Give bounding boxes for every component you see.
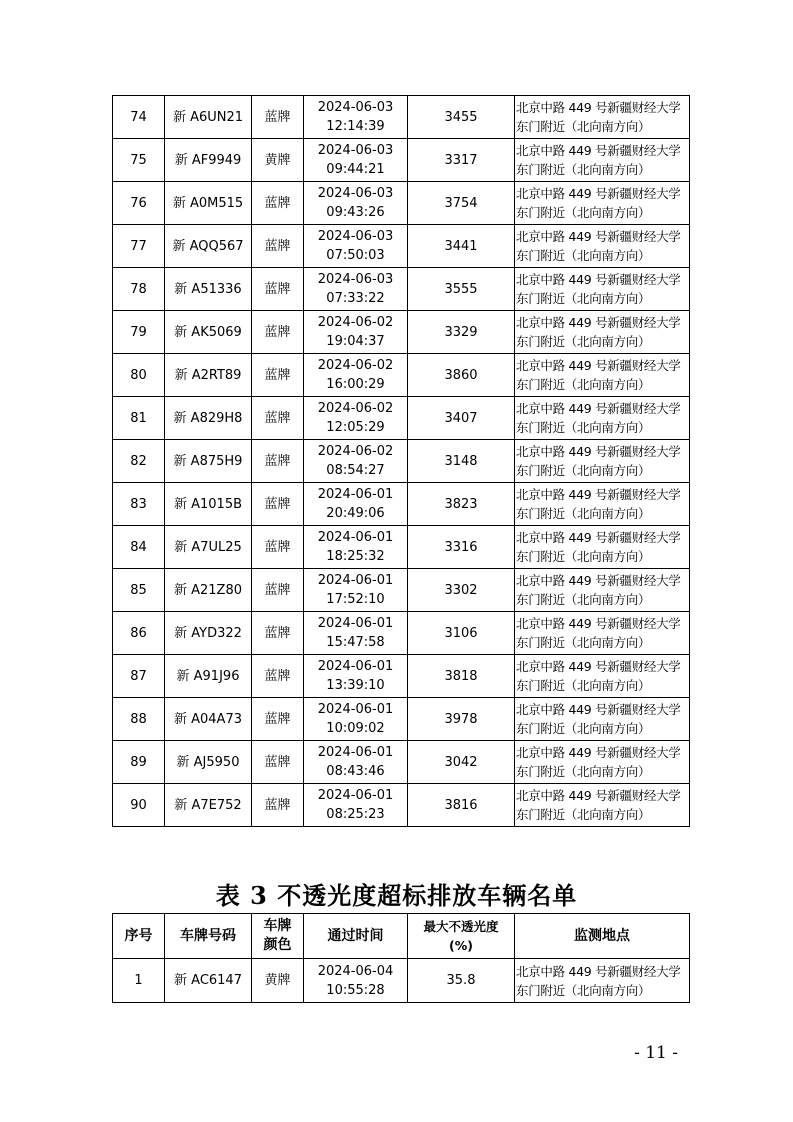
cell-pass-date: 2024-06-03 (317, 272, 394, 287)
cell-plate-color: 蓝牌 (252, 526, 304, 569)
cell-serial-number: 83 (113, 483, 165, 526)
cell-monitoring-location (515, 959, 690, 1003)
cell-pass-time (304, 397, 408, 440)
cell-pass-time (304, 139, 408, 182)
cell-measured-value: 3302 (408, 569, 515, 612)
cell-pass-clock: 07:50:03 (326, 248, 385, 263)
cell-monitoring-location (515, 526, 690, 569)
header-max-opacity (408, 914, 515, 959)
cell-location-line1: 北京中路 449 号新疆财经大学 (516, 487, 681, 502)
cell-pass-time (304, 96, 408, 139)
cell-location-line1: 北京中路 449 号新疆财经大学 (516, 530, 681, 545)
cell-pass-time (304, 569, 408, 612)
cell-plate-color: 蓝牌 (252, 741, 304, 784)
header-max-opacity-line2: (%) (449, 938, 473, 953)
cell-serial-number: 74 (113, 96, 165, 139)
table-row (113, 526, 690, 569)
cell-plate-number: 新 AF9949 (165, 139, 252, 182)
table-row (113, 698, 690, 741)
cell-location-line1: 北京中路 449 号新疆财经大学 (516, 702, 681, 717)
cell-measured-value: 3316 (408, 526, 515, 569)
cell-location-line2: 东门附近（北向南方向） (516, 377, 651, 392)
cell-serial-number: 77 (113, 225, 165, 268)
cell-location-line1: 北京中路 449 号新疆财经大学 (516, 659, 681, 674)
cell-measured-value: 3823 (408, 483, 515, 526)
cell-plate-color: 蓝牌 (252, 182, 304, 225)
emissions-table-continued (112, 95, 690, 827)
table-row (113, 268, 690, 311)
cell-plate-color: 蓝牌 (252, 569, 304, 612)
cell-pass-clock: 13:39:10 (326, 678, 385, 693)
page-number: - 11 - (634, 1043, 678, 1063)
cell-serial-number: 76 (113, 182, 165, 225)
cell-monitoring-location (515, 440, 690, 483)
cell-location-line1: 北京中路 449 号新疆财经大学 (516, 143, 681, 158)
header-plate-color-line2: 颜色 (263, 937, 292, 953)
cell-pass-clock: 08:43:46 (326, 764, 385, 779)
cell-pass-clock: 18:25:32 (326, 549, 385, 564)
cell-pass-date: 2024-06-02 (317, 358, 394, 373)
cell-pass-clock: 08:54:27 (326, 463, 385, 478)
cell-pass-date: 2024-06-01 (317, 745, 394, 760)
cell-measured-value: 3106 (408, 612, 515, 655)
cell-location-line2: 东门附近（北向南方向） (516, 205, 651, 220)
cell-location-line1: 北京中路 449 号新疆财经大学 (516, 358, 681, 373)
table-row (113, 96, 690, 139)
cell-plate-color: 蓝牌 (252, 397, 304, 440)
cell-location-line2: 东门附近（北向南方向） (516, 678, 651, 693)
table-3-title: 表 3 不透光度超标排放车辆名单 (215, 881, 578, 910)
cell-monitoring-location (515, 354, 690, 397)
cell-plate-color: 蓝牌 (252, 225, 304, 268)
cell-location-line1: 北京中路 449 号新疆财经大学 (516, 788, 681, 803)
cell-location-line2: 东门附近（北向南方向） (516, 463, 651, 478)
header-plate-color (252, 914, 304, 959)
cell-location-line2: 东门附近（北向南方向） (516, 807, 651, 822)
cell-plate-number: 新 AC6147 (165, 959, 252, 1003)
cell-plate-number: 新 A7UL25 (165, 526, 252, 569)
cell-monitoring-location (515, 139, 690, 182)
table-row (113, 483, 690, 526)
cell-pass-time (304, 354, 408, 397)
cell-location-line2: 东门附近（北向南方向） (516, 549, 651, 564)
cell-measured-value: 3407 (408, 397, 515, 440)
cell-plate-number: 新 AYD322 (165, 612, 252, 655)
cell-plate-number: 新 AJ5950 (165, 741, 252, 784)
cell-plate-color: 蓝牌 (252, 612, 304, 655)
cell-pass-time (304, 741, 408, 784)
cell-monitoring-location (515, 268, 690, 311)
cell-monitoring-location (515, 483, 690, 526)
cell-measured-value: 3441 (408, 225, 515, 268)
cell-plate-color: 蓝牌 (252, 655, 304, 698)
cell-location-line2: 东门附近（北向南方向） (516, 162, 651, 177)
table-row (113, 655, 690, 698)
cell-measured-value: 3754 (408, 182, 515, 225)
cell-location-line1: 北京中路 449 号新疆财经大学 (516, 616, 681, 631)
cell-pass-date: 2024-06-02 (317, 401, 394, 416)
cell-plate-number: 新 A1015B (165, 483, 252, 526)
cell-pass-clock: 19:04:37 (326, 334, 385, 349)
cell-location-line2: 东门附近（北向南方向） (516, 592, 651, 607)
cell-measured-value: 3860 (408, 354, 515, 397)
cell-plate-number: 新 A04A73 (165, 698, 252, 741)
cell-plate-color: 蓝牌 (252, 784, 304, 827)
cell-location-line1: 北京中路 449 号新疆财经大学 (516, 100, 681, 115)
header-plate-number: 车牌号码 (165, 914, 252, 959)
cell-location-line2: 东门附近（北向南方向） (516, 420, 651, 435)
cell-pass-clock: 16:00:29 (326, 377, 385, 392)
cell-serial-number: 80 (113, 354, 165, 397)
cell-monitoring-location (515, 741, 690, 784)
cell-measured-value: 3816 (408, 784, 515, 827)
cell-pass-clock: 10:55:28 (326, 982, 385, 998)
cell-plate-number: 新 A829H8 (165, 397, 252, 440)
cell-monitoring-location (515, 655, 690, 698)
cell-monitoring-location (515, 612, 690, 655)
cell-pass-date: 2024-06-01 (317, 487, 394, 502)
cell-location-line2: 东门附近（北向南方向） (516, 635, 651, 650)
header-max-opacity-line1: 最大不透光度 (423, 919, 499, 934)
opacity-exceedance-table (112, 913, 690, 1003)
cell-serial-number: 82 (113, 440, 165, 483)
table-row (113, 959, 690, 1003)
cell-plate-number: 新 A6UN21 (165, 96, 252, 139)
cell-location-line1: 北京中路 449 号新疆财经大学 (516, 401, 681, 416)
cell-serial-number: 84 (113, 526, 165, 569)
cell-location-line1: 北京中路 449 号新疆财经大学 (516, 444, 681, 459)
cell-monitoring-location (515, 569, 690, 612)
cell-serial-number: 87 (113, 655, 165, 698)
cell-pass-date: 2024-06-01 (317, 573, 394, 588)
table-row (113, 397, 690, 440)
cell-serial-number: 78 (113, 268, 165, 311)
cell-pass-time (304, 268, 408, 311)
header-plate-color-line1: 车牌 (263, 918, 292, 934)
cell-location-line1: 北京中路 449 号新疆财经大学 (516, 315, 681, 330)
cell-location-line1: 北京中路 449 号新疆财经大学 (516, 963, 681, 979)
table-row (113, 569, 690, 612)
cell-location-line2: 东门附近（北向南方向） (516, 119, 651, 134)
cell-pass-clock: 12:05:29 (326, 420, 385, 435)
cell-monitoring-location (515, 96, 690, 139)
cell-pass-date: 2024-06-03 (317, 143, 394, 158)
cell-serial-number: 86 (113, 612, 165, 655)
cell-pass-clock: 17:52:10 (326, 592, 385, 607)
cell-pass-date: 2024-06-01 (317, 702, 394, 717)
cell-pass-clock: 12:14:39 (326, 119, 385, 134)
table-row (113, 440, 690, 483)
cell-pass-date: 2024-06-01 (317, 616, 394, 631)
cell-pass-clock: 07:33:22 (326, 291, 385, 306)
cell-pass-time (304, 311, 408, 354)
cell-pass-clock: 09:44:21 (326, 162, 385, 177)
cell-measured-value: 3042 (408, 741, 515, 784)
cell-measured-value: 3455 (408, 96, 515, 139)
cell-plate-color: 蓝牌 (252, 698, 304, 741)
cell-pass-time (304, 526, 408, 569)
cell-location-line2: 东门附近（北向南方向） (516, 982, 651, 998)
cell-plate-number: 新 A7E752 (165, 784, 252, 827)
cell-plate-number: 新 A21Z80 (165, 569, 252, 612)
cell-pass-date: 2024-06-02 (317, 315, 394, 330)
cell-pass-time (304, 483, 408, 526)
cell-pass-date: 2024-06-02 (317, 444, 394, 459)
cell-pass-time (304, 440, 408, 483)
cell-pass-clock: 08:25:23 (326, 807, 385, 822)
cell-location-line2: 东门附近（北向南方向） (516, 506, 651, 521)
cell-serial-number: 81 (113, 397, 165, 440)
cell-measured-value: 3317 (408, 139, 515, 182)
cell-plate-color: 蓝牌 (252, 354, 304, 397)
cell-plate-number: 新 A91J96 (165, 655, 252, 698)
cell-plate-color: 黄牌 (252, 959, 304, 1003)
table-row (113, 311, 690, 354)
cell-plate-number: 新 A0M515 (165, 182, 252, 225)
cell-plate-color: 蓝牌 (252, 483, 304, 526)
cell-measured-value: 3555 (408, 268, 515, 311)
cell-location-line1: 北京中路 449 号新疆财经大学 (516, 186, 681, 201)
cell-plate-color: 蓝牌 (252, 311, 304, 354)
opacity-table-body (113, 959, 690, 1003)
cell-measured-value: 3978 (408, 698, 515, 741)
cell-measured-value: 3148 (408, 440, 515, 483)
cell-pass-date: 2024-06-03 (317, 186, 394, 201)
cell-measured-value: 35.8 (408, 959, 515, 1003)
cell-monitoring-location (515, 397, 690, 440)
cell-pass-time (304, 959, 408, 1003)
cell-location-line2: 东门附近（北向南方向） (516, 764, 651, 779)
cell-serial-number: 85 (113, 569, 165, 612)
cell-plate-number: 新 A2RT89 (165, 354, 252, 397)
cell-plate-number: 新 A875H9 (165, 440, 252, 483)
cell-plate-number: 新 AK5069 (165, 311, 252, 354)
cell-monitoring-location (515, 225, 690, 268)
cell-pass-clock: 09:43:26 (326, 205, 385, 220)
cell-location-line2: 东门附近（北向南方向） (516, 334, 651, 349)
cell-pass-date: 2024-06-03 (317, 229, 394, 244)
cell-location-line2: 东门附近（北向南方向） (516, 721, 651, 736)
table-row (113, 225, 690, 268)
cell-monitoring-location (515, 311, 690, 354)
cell-serial-number: 1 (113, 959, 165, 1003)
cell-plate-color: 黄牌 (252, 139, 304, 182)
cell-pass-time (304, 182, 408, 225)
header-serial-number: 序号 (113, 914, 165, 959)
cell-pass-time (304, 655, 408, 698)
cell-monitoring-location (515, 698, 690, 741)
table-header-row (113, 914, 690, 959)
cell-plate-color: 蓝牌 (252, 440, 304, 483)
cell-monitoring-location (515, 784, 690, 827)
cell-pass-time (304, 784, 408, 827)
cell-measured-value: 3818 (408, 655, 515, 698)
table-row (113, 182, 690, 225)
cell-pass-date: 2024-06-04 (317, 963, 394, 979)
cell-pass-date: 2024-06-01 (317, 788, 394, 803)
cell-location-line1: 北京中路 449 号新疆财经大学 (516, 272, 681, 287)
cell-pass-time (304, 225, 408, 268)
cell-monitoring-location (515, 182, 690, 225)
table-row (113, 784, 690, 827)
cell-pass-time (304, 698, 408, 741)
header-monitoring-location: 监测地点 (515, 914, 690, 959)
table-row (113, 139, 690, 182)
cell-pass-date: 2024-06-03 (317, 100, 394, 115)
header-pass-time: 通过时间 (304, 914, 408, 959)
cell-plate-color: 蓝牌 (252, 268, 304, 311)
cell-location-line2: 东门附近（北向南方向） (516, 248, 651, 263)
cell-serial-number: 90 (113, 784, 165, 827)
cell-location-line1: 北京中路 449 号新疆财经大学 (516, 745, 681, 760)
cell-location-line1: 北京中路 449 号新疆财经大学 (516, 573, 681, 588)
cell-plate-number: 新 A51336 (165, 268, 252, 311)
cell-pass-date: 2024-06-01 (317, 530, 394, 545)
cell-serial-number: 79 (113, 311, 165, 354)
cell-plate-color: 蓝牌 (252, 96, 304, 139)
cell-pass-date: 2024-06-01 (317, 659, 394, 674)
table-row (113, 741, 690, 784)
table-row (113, 612, 690, 655)
cell-location-line1: 北京中路 449 号新疆财经大学 (516, 229, 681, 244)
cell-serial-number: 88 (113, 698, 165, 741)
cell-pass-clock: 20:49:06 (326, 506, 385, 521)
cell-serial-number: 75 (113, 139, 165, 182)
cell-serial-number: 89 (113, 741, 165, 784)
cell-plate-number: 新 AQQ567 (165, 225, 252, 268)
cell-location-line2: 东门附近（北向南方向） (516, 291, 651, 306)
table-row (113, 354, 690, 397)
cell-pass-clock: 10:09:02 (326, 721, 385, 736)
cell-pass-clock: 15:47:58 (326, 635, 385, 650)
cell-measured-value: 3329 (408, 311, 515, 354)
emissions-table-body (113, 96, 690, 827)
cell-pass-time (304, 612, 408, 655)
